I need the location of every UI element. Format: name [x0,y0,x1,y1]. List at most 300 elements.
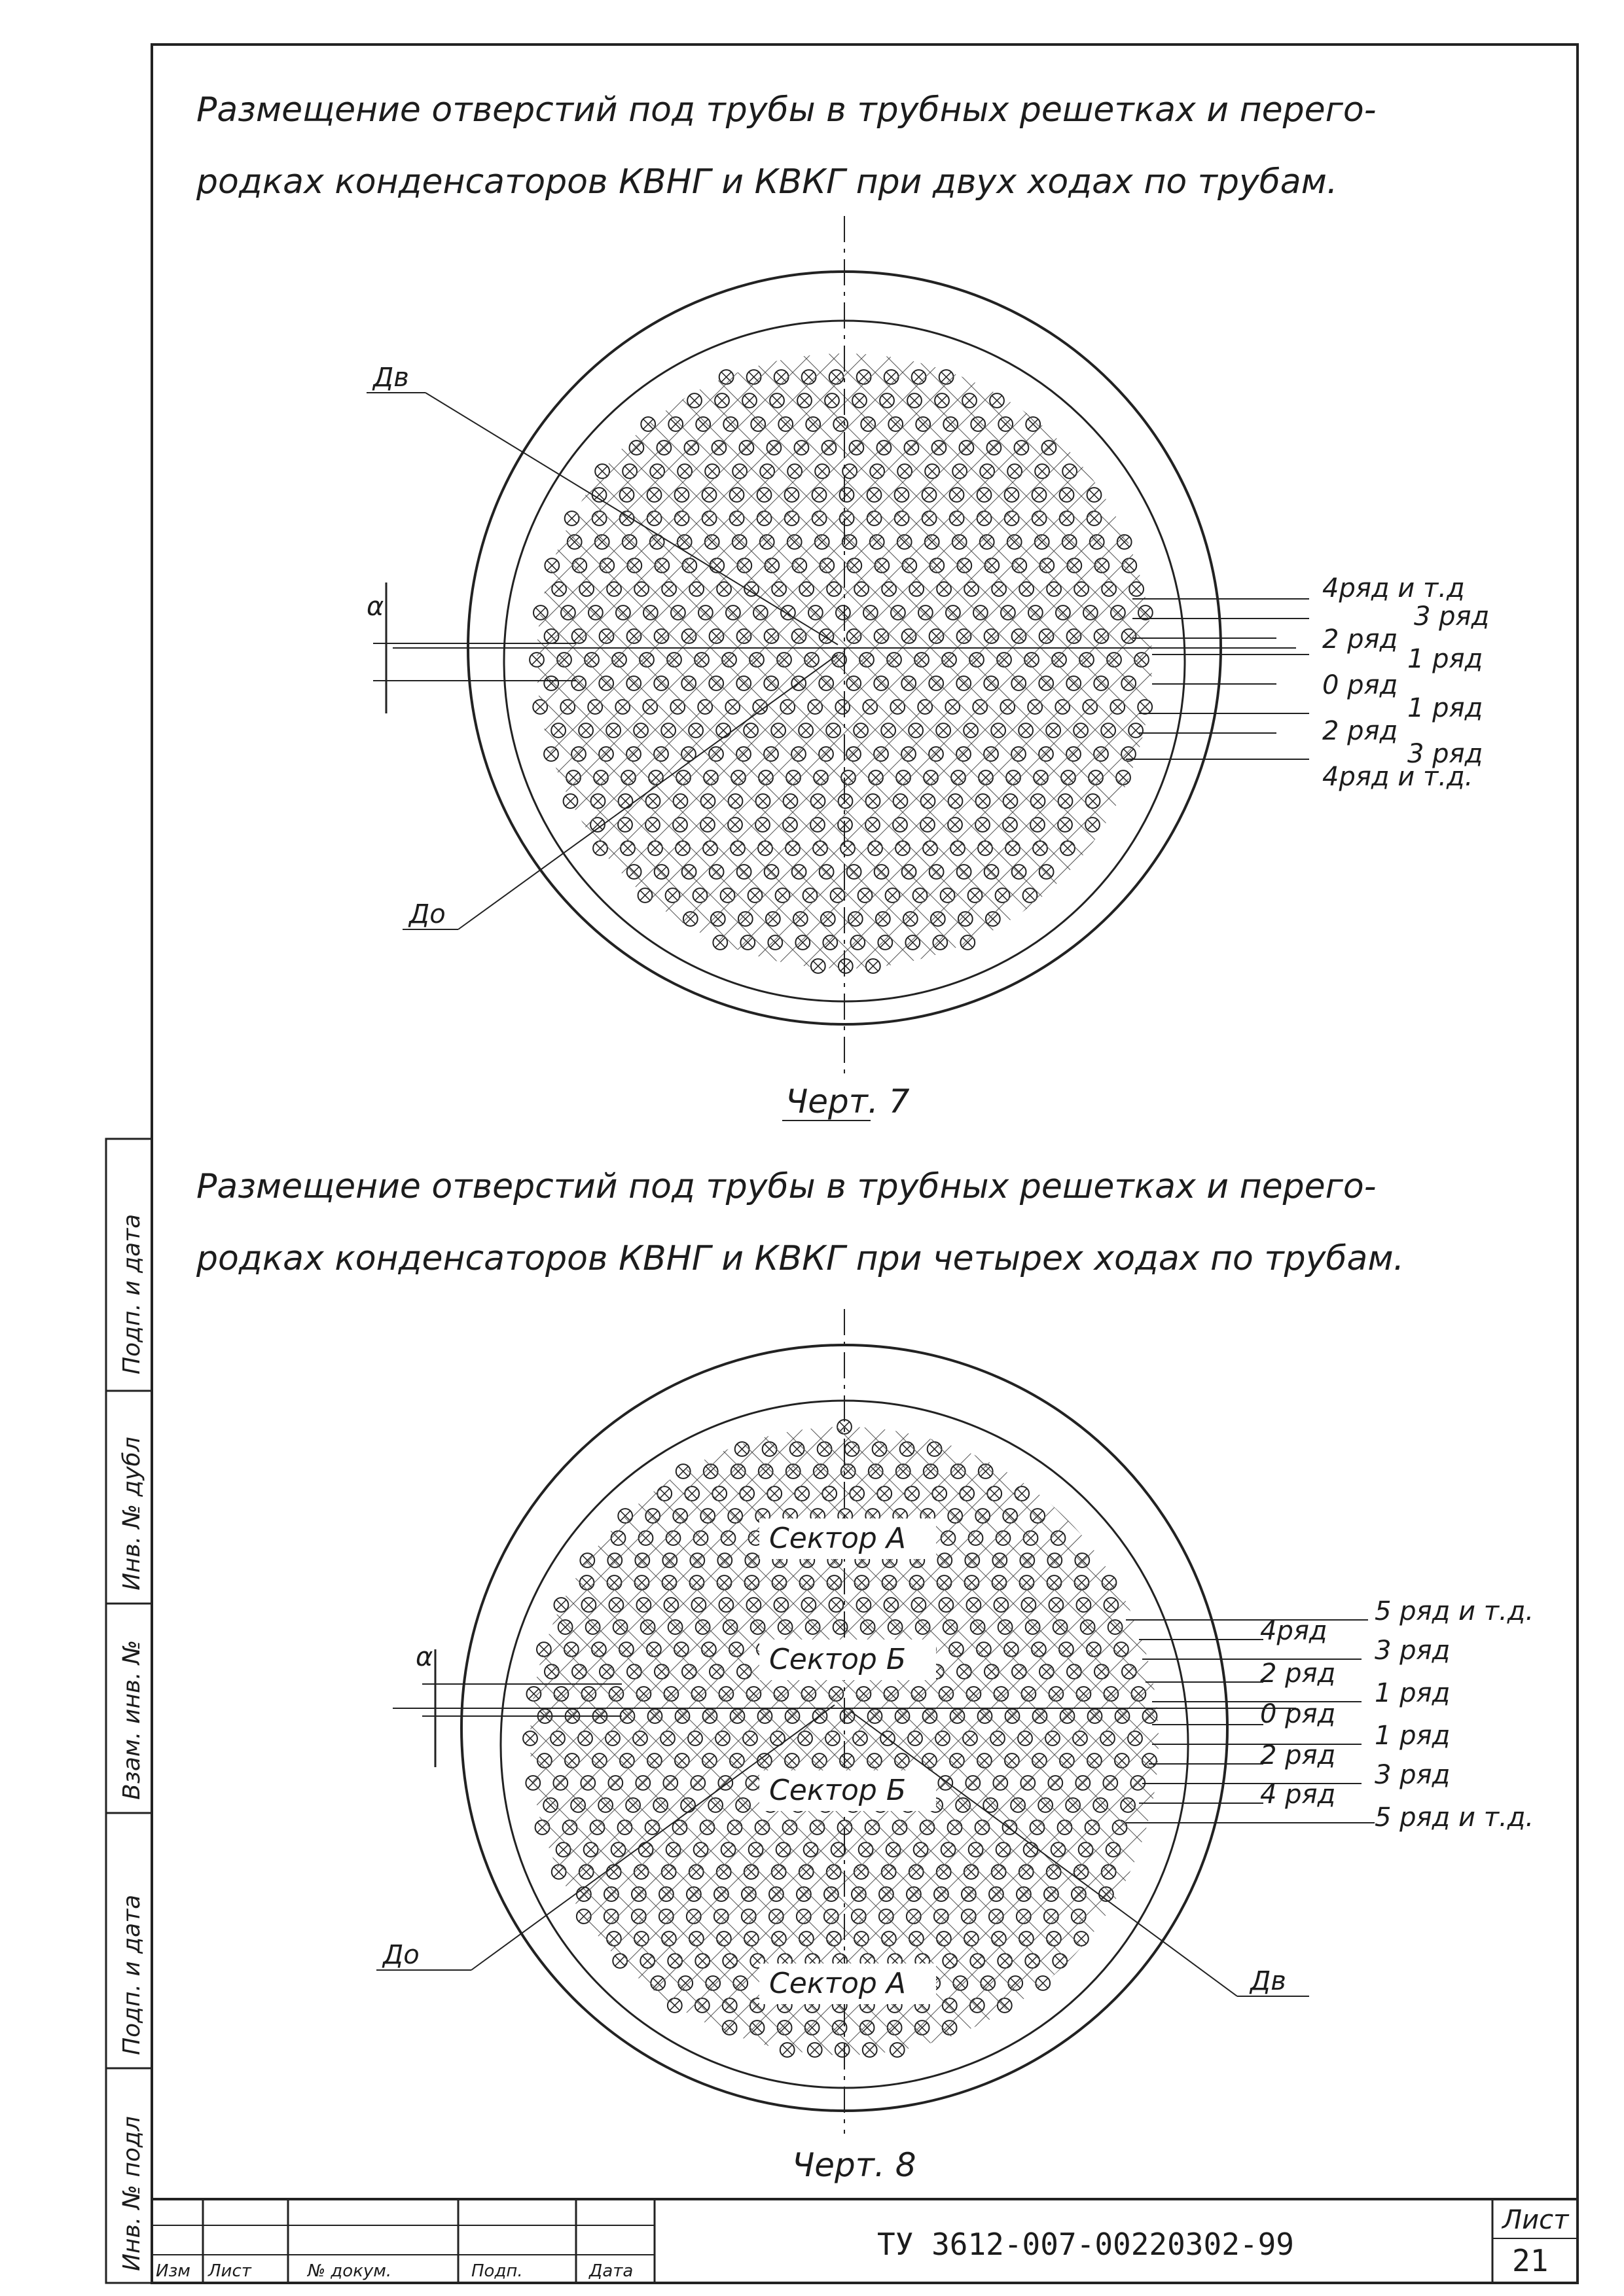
tube-hole-cross [602,678,611,688]
tube-hole-cross [774,1933,784,1943]
tube-hole-cross [580,1733,590,1743]
tube-hole-cross [746,725,756,735]
tube-hole-cross [1030,702,1040,711]
tube-hole-cross [909,1889,918,1899]
tube-hole-cross [774,584,784,594]
tube-hole-cross [620,819,630,829]
drawing8-row-lower-4: 4 ряд [1260,1780,1336,1810]
tube-hole-cross [1062,490,1072,499]
lattice-line [0,353,564,969]
tube-hole-cross [1106,1600,1116,1609]
tube-hole-cross [870,843,880,853]
tube-hole-cross [856,1933,866,1943]
drawing7-title-line1: Размещение отверстий под трубы в трубных решетках и перего- [196,90,1377,130]
tube-hole-cross [990,1488,1000,1498]
tube-hole-cross [810,607,820,617]
tube-hole-cross [1104,584,1113,594]
tube-hole-cross [1130,1733,1140,1743]
tube-hole-cross [778,1844,788,1854]
tube-hole-cross [980,843,990,853]
tube-hole-cross [1064,537,1074,547]
tube-hole-cross [1102,1733,1112,1743]
tube-hole-cross [761,1466,770,1476]
tube-hole-cross [581,725,591,735]
tube-hole-cross [694,1689,704,1698]
tube-hole-cross [1033,796,1043,806]
tube-hole-cross [648,796,658,806]
tube-hole-cross [650,843,660,853]
tube-hole-cross [685,914,695,924]
tube-hole-cross [778,890,787,900]
tube-hole-cross [609,1933,619,1943]
tube-hole-cross [640,890,650,900]
tube-hole-cross [1108,1844,1118,1854]
tube-hole-cross [865,2045,875,2054]
tube-hole-cross [831,1689,841,1698]
tube-hole-cross [852,442,861,452]
tube-hole-cross [677,843,687,853]
tube-hole-cross [794,631,804,641]
lattice-line [0,353,592,969]
tube-hole-cross [826,1889,836,1899]
tube-hole-cross [1000,1622,1010,1632]
tube-hole-cross [840,796,850,806]
tube-hole-cross [854,395,864,405]
tube-hole-cross [895,796,905,806]
tube-hole-cross [770,937,780,947]
tube-hole-cross [897,843,907,853]
tube-hole-cross [937,395,947,405]
tube-hole-cross [609,584,619,594]
tube-hole-cross [584,1600,594,1609]
tube-hole-cross [721,1689,731,1698]
tube-hole-cross [588,1622,598,1632]
tube-hole-cross [948,607,958,617]
tube-hole-cross [943,1844,953,1854]
tube-hole-cross [823,914,833,924]
tube-hole-cross [935,937,945,947]
tube-hole-cross [808,1622,818,1632]
tube-hole-cross [855,1733,865,1743]
tube-hole-cross [601,749,611,759]
tube-hole-cross [865,702,875,711]
tube-hole-cross [719,584,729,594]
tube-hole-cross [884,1867,893,1876]
tube-hole-cross [547,678,556,688]
tube-hole-cross [567,513,577,523]
tube-hole-cross [915,890,925,900]
tube-hole-cross [821,678,831,688]
tube-hole-cross [856,584,866,594]
tube-hole-cross [574,678,584,688]
tube-hole-cross [717,395,727,405]
tube-hole-cross [702,819,712,829]
tube-hole-cross [924,490,934,499]
tube-hole-cross [643,1956,653,1965]
tube-hole-cross [941,1600,951,1609]
tube-hole-cross [1076,1867,1086,1876]
tube-hole-cross [711,749,721,759]
drawing8-row-lower-5: 5 ряд и т.д. [1375,1803,1534,1833]
tube-hole-cross [1113,607,1123,617]
tube-hole-cross [1033,1511,1043,1520]
tube-hole-cross [795,914,805,924]
tube-hole-cross [558,1844,568,1854]
tube-hole-cross [634,1889,643,1899]
tube-hole-cross [547,560,557,570]
tube-hole-cross [945,1956,955,1965]
tube-hole-cross [687,1488,697,1498]
tube-hole-cross [903,749,913,759]
tube-hole-cross [1049,1933,1058,1943]
tube-hole-cross [892,2045,902,2054]
tube-hole-cross [679,537,689,547]
tube-hole-cross [849,867,859,876]
tube-hole-cross [1046,1889,1056,1899]
tube-hole-cross [972,2000,982,2010]
tube-hole-cross [607,1733,617,1743]
tube-hole-cross [865,607,875,617]
tube-hole-cross [950,819,960,829]
tube-hole-cross [833,890,842,900]
tube-hole-cross [936,1889,946,1899]
tube-hole-cross [904,631,914,641]
tube-hole-cross [704,513,714,523]
tube-hole-cross [554,1867,564,1876]
tube-hole-cross [772,1733,782,1743]
tube-hole-cross [1081,1844,1091,1854]
tube-hole-cross [554,584,564,594]
tube-hole-cross [805,890,815,900]
tube-hole-cross [733,1466,743,1476]
lattice-line [86,353,702,969]
tube-hole-cross [982,537,992,547]
tube-hole-cross [856,1867,866,1876]
lattice-line [31,353,647,969]
tube-hole-cross [1003,702,1013,711]
tube-hole-cross [1089,490,1099,499]
tube-hole-cross [812,819,822,829]
tube-hole-cross [629,678,639,688]
tube-hole-cross [935,1488,945,1498]
tube-hole-cross [652,537,662,547]
tube-hole-cross [762,537,772,547]
tube-hole-cross [621,796,630,806]
drawing7-caption: Черт. 7 [785,1083,910,1121]
tube-hole-cross [647,819,657,829]
drawing7-row-lower-4: 4ряд и т.д. [1322,762,1473,792]
tube-hole-cross [732,490,742,499]
tube-hole-cross [1119,537,1129,547]
tube-hole-cross [995,1555,1005,1565]
tube-hole-cross [703,796,713,806]
tube-hole-cross [986,631,996,641]
tube-hole-cross [945,1622,955,1632]
tube-hole-cross [632,442,641,452]
tube-hole-cross [1019,1889,1028,1899]
drawing-8 [0,1167,1624,2184]
tube-hole-cross [664,725,674,735]
tube-hole-cross [943,890,952,900]
tube-hole-cross [910,1733,920,1743]
tube-hole-cross [1124,631,1134,641]
title-block-col-podp: Подп. [471,2261,523,2281]
tube-hole-cross [1007,843,1017,853]
tube-hole-cross [931,867,941,876]
tube-hole-cross [771,1889,781,1899]
tube-hole-cross [965,1733,975,1743]
tube-hole-cross [615,1956,625,1965]
title-block-sheet-label: Лист [1502,2205,1569,2235]
tube-hole-cross [767,678,776,688]
tube-hole-cross [1060,819,1070,829]
tube-hole-cross [907,442,916,452]
tube-hole-cross [1017,1488,1027,1498]
tube-hole-cross [1003,607,1013,617]
tube-hole-cross [994,725,1003,735]
tube-hole-cross [581,584,591,594]
tube-hole-cross [801,1933,811,1943]
tube-hole-cross [628,749,638,759]
tube-hole-cross [860,890,870,900]
tube-hole-cross [738,1800,748,1810]
tube-hole-cross [677,513,687,523]
drawing7-row-lower-3: 3 ряд [1407,739,1483,769]
tube-hole-cross [716,1889,726,1899]
tube-hole-cross [759,513,769,523]
tube-hole-cross [720,1555,730,1565]
tube-hole-cross [884,1933,893,1943]
tube-hole-cross [955,466,965,476]
tube-hole-cross [799,1889,808,1899]
tube-hole-cross [776,1600,786,1609]
drawing8-row-lower-1: 1 ряд [1375,1721,1451,1751]
tube-hole-cross [967,1555,977,1565]
side-field-podp-data-2: Подп. и дата [118,1213,145,1374]
tube-hole-cross [657,678,666,688]
tube-hole-cross [813,961,823,971]
tube-hole-cross [876,631,886,641]
lattice-line [0,353,537,969]
tube-hole-cross [952,513,962,523]
tube-hole-cross [1049,1867,1058,1876]
tube-hole-cross [723,890,732,900]
tube-hole-cross [636,1933,646,1943]
tube-hole-cross [817,537,827,547]
tube-hole-cross [804,1689,814,1698]
tube-hole-cross [1021,1867,1031,1876]
tube-hole-cross [776,1689,786,1698]
tube-hole-cross [753,1622,763,1632]
tube-hole-cross [719,1933,729,1943]
tube-hole-cross [767,867,776,876]
tube-hole-cross [953,1466,963,1476]
tube-hole-cross [1060,796,1070,806]
tube-hole-cross [659,442,669,452]
tube-hole-cross [731,1511,740,1520]
tube-hole-cross [871,1466,880,1476]
lattice-line [86,353,702,969]
tube-hole-cross [1009,537,1019,547]
tube-hole-cross [876,678,886,688]
tube-hole-cross [689,395,699,405]
tube-hole-cross [552,1733,562,1743]
tube-hole-cross [827,1733,837,1743]
drawing8-row-zero: 0 ряд [1260,1699,1336,1729]
tube-hole-cross [1034,490,1044,499]
tube-hole-cross [1104,725,1113,735]
tube-hole-cross [597,537,607,547]
tube-hole-cross [546,749,556,759]
tube-hole-cross [728,702,738,711]
tube-hole-cross [1024,1600,1034,1609]
tube-hole-cross [714,442,724,452]
tube-hole-cross [815,843,825,853]
tube-hole-cross [911,1933,921,1943]
tube-hole-cross [1068,749,1078,759]
tube-hole-cross [914,1600,924,1609]
tube-hole-cross [966,725,976,735]
tube-hole-cross [1037,537,1047,547]
tube-hole-cross [673,607,683,617]
tube-hole-cross [911,1867,921,1876]
tube-hole-cross [695,890,705,900]
tube-hole-cross [621,1511,630,1520]
tube-hole-cross [609,725,619,735]
tube-hole-cross [770,1488,780,1498]
tube-hole-cross [1000,2000,1009,2010]
drawing-7 [0,90,1624,1121]
drawing8-title-line1: Размещение отверстий под трубы в трубных решетках и перего- [196,1167,1377,1206]
tube-hole-cross [1062,513,1072,523]
tube-hole-cross [911,725,921,735]
tube-hole-cross [687,442,696,452]
tube-hole-cross [665,1555,675,1565]
tube-hole-cross [904,678,914,688]
tube-hole-cross [532,655,541,664]
lattice-line [1076,353,1624,969]
tube-hole-cross [928,466,937,476]
tube-hole-cross [668,890,677,900]
tube-hole-cross [1041,1800,1051,1810]
tube-hole-cross [750,890,760,900]
tube-hole-cross [1053,1844,1063,1854]
tube-hole-cross [691,584,701,594]
tube-hole-cross [829,584,839,594]
tube-hole-cross [939,1867,948,1876]
drawing8-sector-a-top: Сектор А [769,1522,906,1555]
tube-hole-cross [719,1867,729,1876]
tube-hole-cross [618,702,628,711]
tube-hole-cross [1075,1733,1085,1743]
tube-hole-cross [900,466,910,476]
tube-hole-cross [712,678,721,688]
tube-hole-cross [1051,1600,1061,1609]
tube-hole-cross [911,584,921,594]
tube-hole-cross [1062,843,1072,853]
tube-hole-cross [622,490,632,499]
tube-hole-cross [769,442,779,452]
drawing8-sector-b-bottom: Сектор Б [769,1774,907,1807]
tube-hole-cross [645,607,655,617]
tube-hole-cross [909,395,919,405]
tube-hole-cross [916,1844,926,1854]
tube-hole-cross [785,819,795,829]
tube-hole-cross [529,1689,539,1698]
tube-hole-cross [759,490,769,499]
tube-hole-cross [867,819,877,829]
tube-hole-cross [767,631,776,641]
tube-hole-cross [833,1844,843,1854]
tube-hole-cross [1069,631,1079,641]
tube-hole-cross [1028,1622,1038,1632]
tube-hole-cross [1041,631,1051,641]
tube-hole-cross [1025,890,1035,900]
tube-hole-cross [962,1488,972,1498]
tube-hole-cross [1013,1800,1023,1810]
tube-hole-cross [535,607,545,617]
tube-hole-cross [563,702,573,711]
tube-hole-cross [926,1466,935,1476]
tube-hole-cross [1123,1800,1133,1810]
tube-hole-cross [636,725,646,735]
tube-hole-cross [697,2000,707,2010]
title-block-doc-code: ТУ 3612-007-00220302-99 [877,2227,1294,2262]
tube-hole-cross [1079,1600,1089,1609]
tube-hole-cross [838,702,848,711]
tube-hole-cross [914,1689,924,1698]
tube-hole-cross [573,1800,583,1810]
tube-hole-cross [525,1733,535,1743]
tube-hole-cross [959,631,969,641]
tube-hole-cross [749,1689,759,1698]
tube-hole-cross [789,537,799,547]
tube-hole-cross [1096,678,1106,688]
tube-hole-cross [1074,1889,1083,1899]
tube-hole-cross [546,1800,556,1810]
tube-hole-cross [850,914,860,924]
tube-hole-cross [831,1600,841,1609]
side-field-inv-podl: Инв. № подл [118,2116,145,2271]
tube-hole-cross [740,914,750,924]
tube-hole-cross [636,1867,646,1876]
side-stamp [106,1139,152,2283]
tube-hole-cross [964,395,974,405]
tube-hole-cross [581,1867,591,1876]
drawing7-row-lower-2: 2 ряд [1322,716,1398,746]
tube-hole-cross [821,867,831,876]
tube-hole-cross [656,749,666,759]
tube-hole-cross [952,843,962,853]
tube-hole-cross [945,2000,954,2010]
lattice-line [0,1427,530,2055]
tube-hole-cross [1010,466,1020,476]
tube-hole-cross [969,1689,979,1698]
tube-hole-cross [986,678,996,688]
tube-hole-cross [787,843,797,853]
tube-hole-cross [931,631,941,641]
tube-hole-cross [739,678,749,688]
tube-hole-cross [610,1555,620,1565]
tube-hole-cross [590,702,600,711]
tube-hole-cross [666,1600,676,1609]
tube-hole-cross [635,1733,645,1743]
tube-hole-cross [992,1733,1002,1743]
tube-hole-cross [664,1933,674,1943]
tube-hole-cross [895,819,905,829]
tube-hole-cross [992,395,1001,405]
tube-hole-cross [790,466,800,476]
